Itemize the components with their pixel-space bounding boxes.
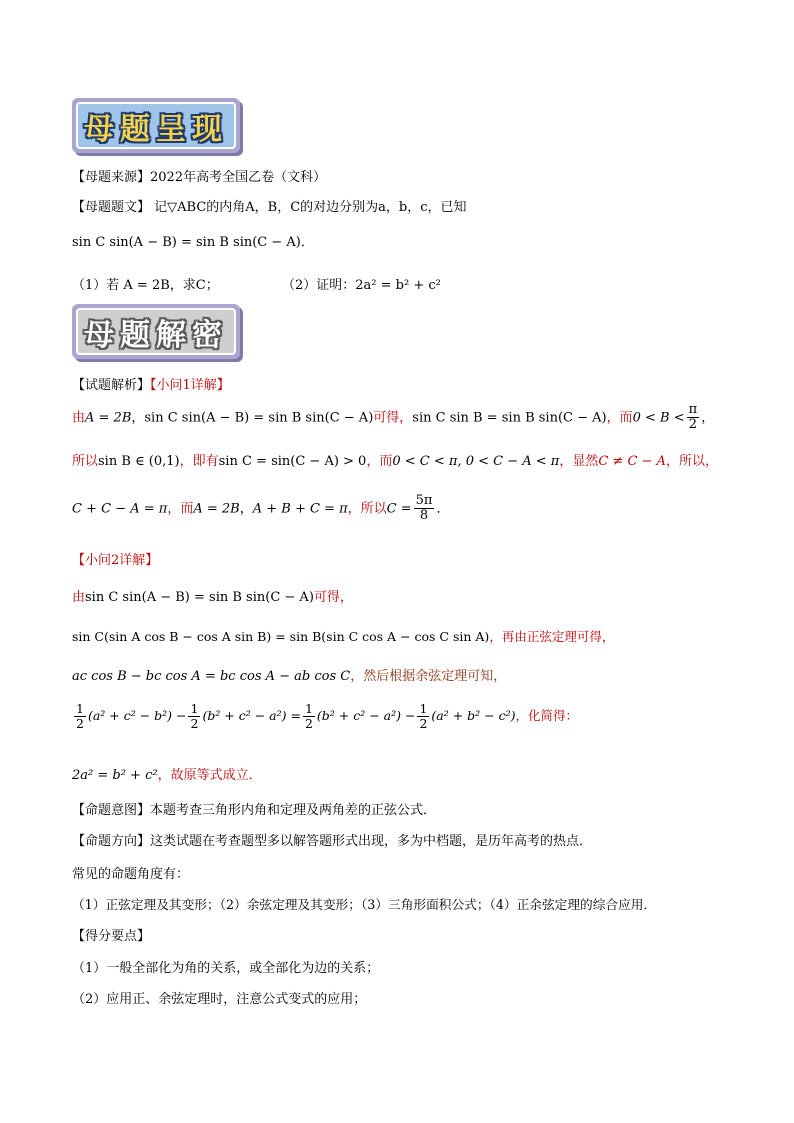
- sub1-line-3: C + C − A = π，而A = 2B，A + B + C = π，所以C = $\frac{5\pi}{8}$ ．: [72, 493, 450, 524]
- fraction-one-half: $\frac{1}{2}$: [304, 701, 313, 731]
- fraction-5pi-over-8: $\frac{5\pi}{8}$: [415, 493, 433, 524]
- sub2-line-5: 2a² = b² + c²，故原等式成立．: [72, 768, 262, 783]
- point-1: （1）一般全部化为角的关系，或全部化为边的关系；: [72, 961, 380, 976]
- problem-tag: 【母题题文】: [72, 200, 151, 215]
- sub2-tag: 【小问2详解】: [72, 553, 159, 568]
- intent-line: 【命题意图】本题考查三角形内角和定理及两角差的正弦公式．: [72, 803, 437, 818]
- sub2-line-1: 由sin C sin(A − B) = sin B sin(C − A)可得，: [72, 590, 353, 605]
- fraction-one-half: $\frac{1}{2}$: [419, 701, 428, 731]
- fraction-pi-over-2: $\frac{\pi}{2}$: [688, 402, 698, 433]
- fraction-one-half: $\frac{1}{2}$: [76, 701, 84, 731]
- point-2: （2）应用正、余弦定理时，注意公式变式的应用；: [72, 992, 367, 1007]
- sub1-line-2: 所以sin B ∈ (0,1)，即有sin C = sin(C − A) > 0，而0 < C < π, 0 < C − A < π，显然C ≠ C − A，所以，: [72, 454, 718, 469]
- banner-title: 母题解密: [84, 317, 228, 353]
- points-tag: 【得分要点】: [72, 929, 151, 944]
- banner-problem-decoding: [72, 304, 240, 359]
- sub2-line-4: $\frac{1}{2}$ (a² + c² − b²) − $\frac{1}{2}$ (b² + c² − a²) = $\frac{1}{2}$ (b² + c² − a²) − $\frac{1}{2}$ (a² + b² − c²)，化简得：: [76, 701, 579, 731]
- source-text: 2022年高考全国乙卷（文科）: [150, 170, 327, 185]
- sub2-line-3: ac cos B − bc cos A = bc cos A − ab cos C，然后根据余弦定理可知，: [72, 669, 507, 684]
- problem-line: [72, 196, 467, 215]
- question-2: （2）证明：2a² = b² + c²: [282, 278, 441, 293]
- sub1-tag: 【小问1详解】: [150, 378, 230, 393]
- source-tag: 【母题来源】: [72, 170, 151, 185]
- banner-problem-presentation: [72, 98, 240, 153]
- angles-list: （1）正弦定理及其变形；（2）余弦定理及其变形；（3）三角形面积公式；（4）正余弦定理的综合应用．: [72, 897, 657, 912]
- direction-line: 【命题方向】这类试题在考查题型多以解答题形式出现，多为中档题，是历年高考的热点．: [72, 834, 593, 849]
- fraction-one-half: $\frac{1}{2}$: [190, 701, 199, 731]
- banner-title: 母题呈现: [84, 111, 228, 147]
- problem-text: 记▽ABC的内角A，B，C的对边分别为a，b，c，已知: [154, 200, 467, 215]
- sub2-line-2: sin C(sin A cos B − cos A sin B) = sin B(sin C cos A − cos C sin A)，再由正弦定理可得，: [72, 629, 615, 644]
- sub1-line-1: 由A = 2B，sin C sin(A − B) = sin B sin(C − A)可得，sin C sin B = sin B sin(C − A)，而0 < B < $\frac{\pi}{2}$ ，: [72, 402, 715, 433]
- question-1: （1）若 A = 2B，求C；: [72, 278, 219, 293]
- analysis-header: [72, 374, 230, 393]
- problem-condition: sin C sin(A − B) = sin B sin(C − A)．: [72, 235, 314, 250]
- angles-intro: 常见的命题角度有：: [72, 867, 190, 882]
- source-line: [72, 166, 326, 185]
- analysis-tag: 【试题解析】: [72, 378, 151, 393]
